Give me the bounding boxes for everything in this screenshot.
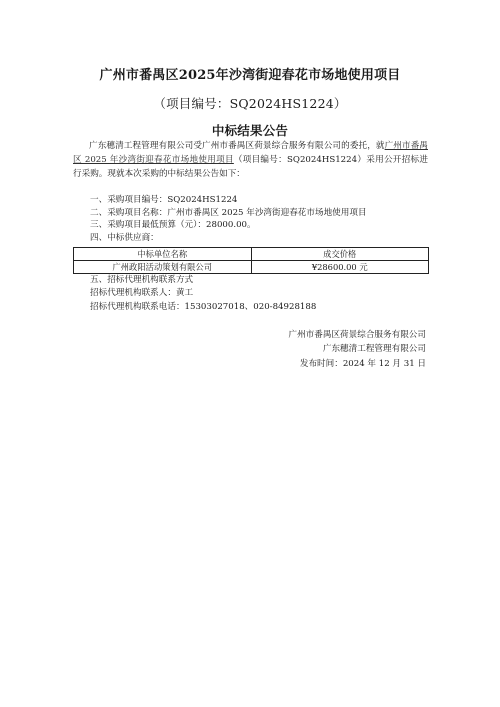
table-header-cell: 成交价格 <box>251 248 429 261</box>
contact-phone: 招标代理机构联系电话：15303027018、020-84928188 <box>90 301 317 312</box>
project-name-link[interactable]: 广州市番禺区 2025 年沙湾街迎春花市场地使用项目 <box>73 141 428 165</box>
list-item: 二、采购项目名称：广州市番禺区 2025 年沙湾街迎春花市场地使用项目 <box>90 207 367 218</box>
list-item: 四、中标供应商： <box>90 232 159 243</box>
intro-text-a: 广东穗清工程管理有限公司受广州市番禺区荷景综合服务有限公司的委托，就 <box>89 141 385 151</box>
item-list <box>90 194 367 244</box>
list-item: 一、采购项目编号：SQ2024HS1224 <box>90 195 238 205</box>
project-code-line: （项目编号：SQ2024HS1224） <box>153 96 347 111</box>
document-title: 广州市番禺区2025年沙湾街迎春花市场地使用项目 <box>99 68 401 83</box>
table-header-row <box>74 248 429 261</box>
signature-org-1: 广州市番禺区荷景综合服务有限公司 <box>288 330 426 340</box>
contact-heading: 五、招标代理机构联系方式 <box>90 275 194 285</box>
intro-text-b: （项目编号：SQ2024HS1224）采用公开招标进行采购。现就本次采购的中标结果公告如下： <box>73 155 428 179</box>
signature-block <box>288 328 426 371</box>
winner-table <box>73 247 429 274</box>
table-row <box>74 261 429 274</box>
contact-person: 招标代理机构联系人：黄工 <box>90 288 194 299</box>
announcement-subtitle: 中标结果公告 <box>211 123 289 138</box>
contact-info <box>90 274 316 314</box>
intro-paragraph <box>73 139 428 181</box>
signature-org-2: 广东穗清工程管理有限公司 <box>322 344 426 355</box>
table-cell-company: 广州政阳活动策划有限公司 <box>74 261 252 274</box>
list-item: 三、采购项目最低预算（元）：28000.00。 <box>90 220 256 231</box>
table-cell-price: ¥28600.00 元 <box>251 261 429 274</box>
publish-date: 发布时间：2024 年 12 月 31 日 <box>299 358 426 369</box>
table-header-cell: 中标单位名称 <box>74 248 252 261</box>
